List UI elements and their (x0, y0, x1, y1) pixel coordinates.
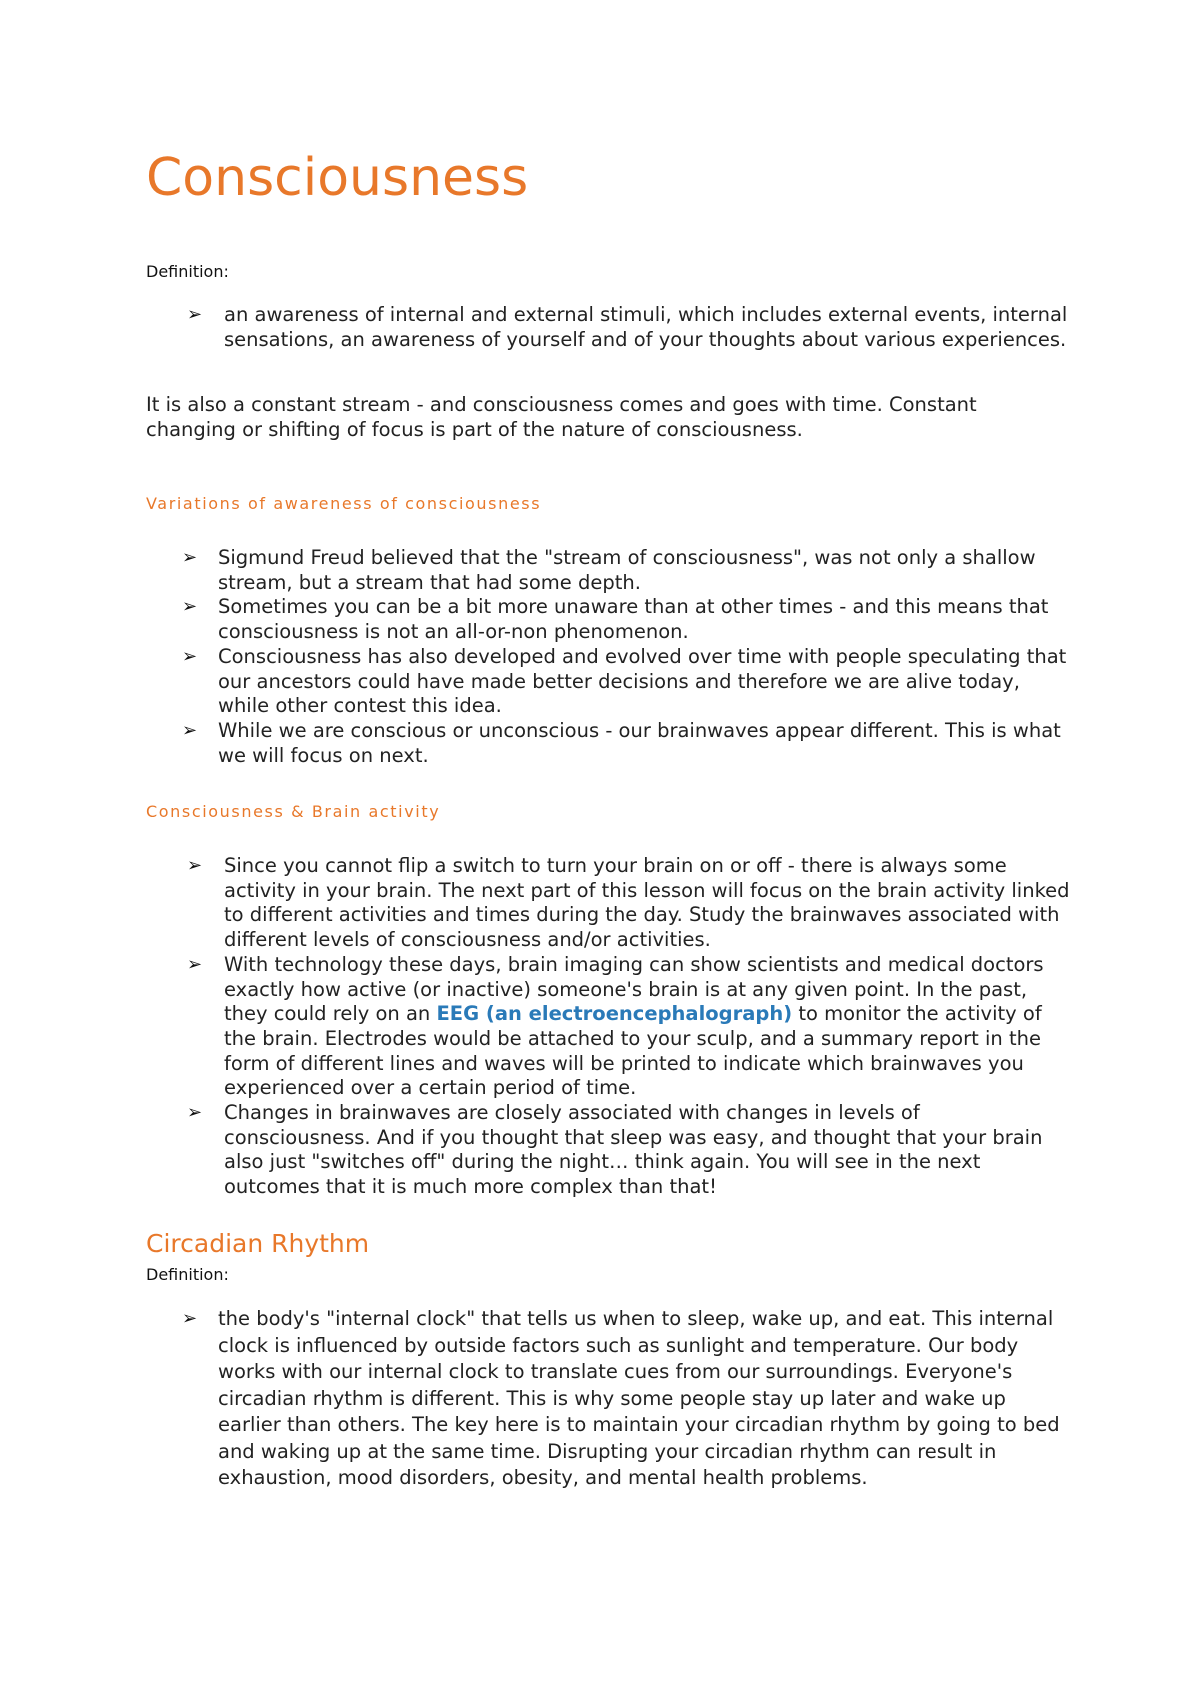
list-item-text: Changes in brainwaves are closely associated with changes in levels of consciousness. And if you thought that sleep was easy, and thought that your brain also just "switches off" during the night… think again. You will see in the next outcomes that it is much more complex than that! (224, 1101, 1043, 1199)
variations-list (182, 546, 1070, 768)
circadian-list (182, 1306, 1066, 1492)
list-item (182, 546, 1070, 595)
list-item-text: While we are conscious or unconscious - our brainwaves appear different. This is what we will focus on next. (218, 718, 1061, 767)
list-item (187, 303, 1072, 352)
arrow-bullet-icon: ➢ (187, 953, 203, 975)
brain-activity-list (187, 854, 1072, 1200)
list-item-text: Sometimes you can be a bit more unaware than at other times - and this means that consciousness is not an all-or-non phenomenon. (218, 595, 1049, 644)
list-item (187, 854, 1072, 953)
definition-label: Definition: (146, 1265, 229, 1284)
arrow-bullet-icon: ➢ (182, 596, 198, 618)
page-title: Consciousness (146, 148, 529, 208)
arrow-bullet-icon: ➢ (187, 304, 203, 325)
list-item-text: an awareness of internal and external stimuli, which includes external events, internal sensations, an awareness of yourself and of your thoughts about various experiences. (224, 303, 1068, 351)
list-item (182, 718, 1070, 768)
eeg-link[interactable]: EEG (an electroencephalograph) (436, 1002, 793, 1026)
arrow-bullet-icon: ➢ (187, 855, 203, 876)
arrow-bullet-icon: ➢ (187, 1102, 203, 1124)
list-item-text: Sigmund Freud believed that the "stream of consciousness", was not only a shallow stream, but a stream that had some depth. (218, 546, 1036, 594)
definition-list (187, 303, 1072, 352)
list-item-text-continued: to monitor the activity of the brain. Electrodes would be attached to your sculp, and a summary report in the form of different lines and waves will be printed to indicate which brainwaves you experienced over a certain period of time. (224, 1002, 1042, 1100)
list-item-text: Consciousness has also developed and evolved over time with people speculating that our ancestors could have made better decisions and therefore we are alive today, while other contest this idea. (218, 644, 1067, 718)
list-item (182, 595, 1070, 644)
list-item (182, 644, 1070, 719)
section-heading-circadian-rhythm: Circadian Rhythm (146, 1229, 370, 1258)
arrow-bullet-icon: ➢ (182, 547, 198, 568)
list-item (182, 1306, 1066, 1492)
definition-label: Definition: (146, 262, 229, 281)
section-heading-variations: Variations of awareness of consciousness (146, 494, 542, 513)
list-item-text: Since you cannot flip a switch to turn your brain on or off - there is always some activity in your brain. The next part of this lesson will focus on the brain activity linked to different activities and times during the day. Study the brainwaves associated with different levels of consciousness and/or activities. (224, 854, 1070, 952)
section-heading-brain-activity: Consciousness & Brain activity (146, 802, 441, 821)
intro-paragraph: It is also a constant stream - and consciousness comes and goes with time. Constant changing or shifting of focus is part of the nature of consciousness. (146, 393, 977, 441)
list-item (187, 952, 1072, 1101)
arrow-bullet-icon: ➢ (182, 645, 198, 667)
arrow-bullet-icon: ➢ (182, 719, 198, 741)
list-item-text: the body's "internal clock" that tells us when to sleep, wake up, and eat. This internal clock is influenced by outside factors such as sunlight and temperature. Our body works with our internal clock to translate cues from our surroundings. Everyone's circadian rhythm is different. This is why some people stay up later and wake up earlier than others. The key here is to maintain your circadian rhythm by going to bed and waking up at the same time. Disrupting your circadian rhythm can result in exhaustion, mood disorders, obesity, and mental health problems. (218, 1307, 1060, 1489)
list-item-text: With technology these days, brain imaging can show scientists and medical doctors exactly how active (or inactive) someone's brain is at any given point. In the past, they could rely on an (224, 952, 1044, 1026)
arrow-bullet-icon: ➢ (182, 1308, 198, 1329)
list-item (187, 1101, 1072, 1200)
